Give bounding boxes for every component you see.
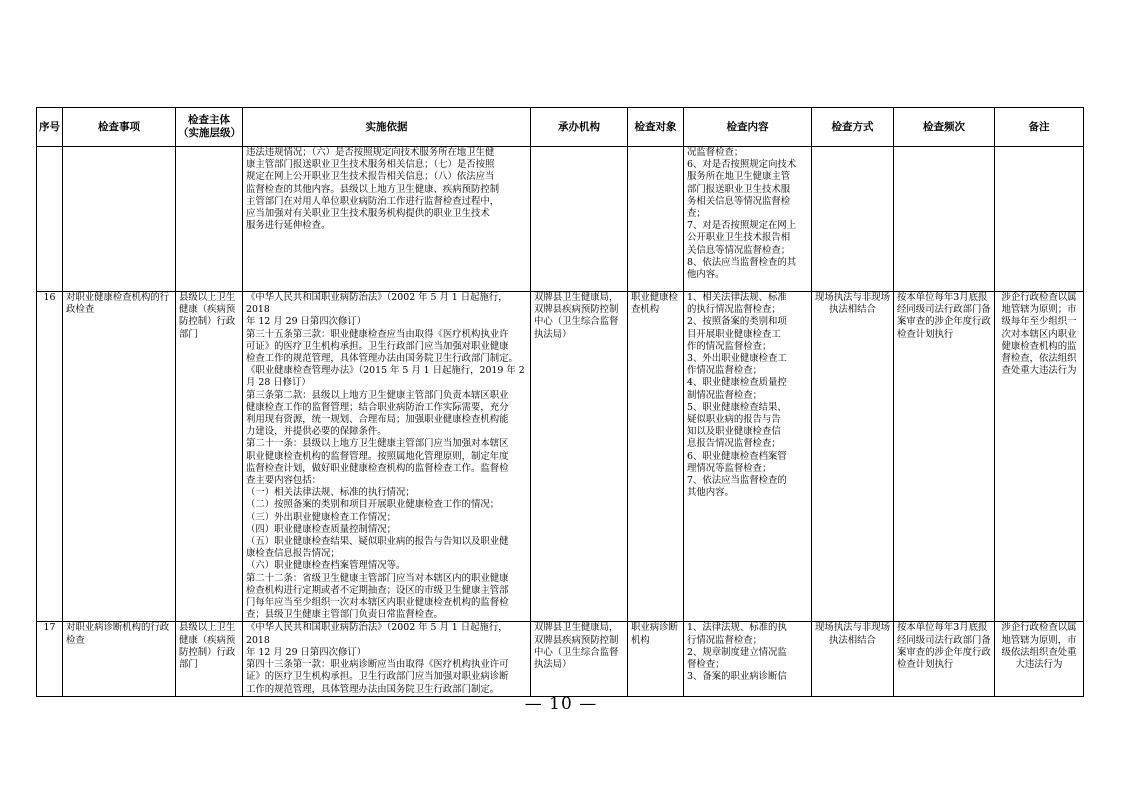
table-row-16 — [37, 292, 1084, 622]
basis-line: 监督检查的其他内容。县级以上地方卫生健康、疾病预防控制 — [246, 183, 500, 195]
basis-line: （六）职业健康检查档案管理情况等。 — [246, 560, 406, 572]
cont-remark-cell — [995, 147, 1084, 292]
content-line: 理情况等监督检查； — [687, 462, 772, 474]
header-method: 检查方式 — [812, 108, 894, 147]
row16-frequency: 按本单位每年3月底报经同级司法行政部门备案审查的涉企年度行政检查计划执行 — [894, 292, 995, 622]
header-row — [37, 108, 1084, 147]
header-subject — [176, 108, 243, 147]
basis-line: 主管部门在对用人单位职业病防治工作进行监督检查过程中， — [246, 195, 500, 207]
basis-line: 第三十五条第三款：职业健康检查应当由取得《医疗机构执业许 — [246, 328, 509, 340]
row16-subject: 县级以上卫生健康（疾病预防控制）行政部门 — [176, 292, 243, 622]
basis-line: （三）外出职业健康检查工作情况； — [246, 511, 397, 523]
cont-agency-cell — [531, 147, 628, 292]
table-row-continued — [37, 147, 1084, 292]
basis-line: （二）按照备案的类别和项目开展职业健康检查工作的情况； — [246, 499, 500, 511]
header-subject-line1: 检查主体 — [188, 114, 230, 126]
cont-frequency-cell — [894, 147, 995, 292]
basis-line: 月 28 日修订） — [246, 377, 311, 389]
content-line: 部门报送职业卫生技术服 — [687, 183, 791, 195]
content-line: 1、相关法律法规、标准 — [687, 292, 787, 303]
page-number: — 10 — — [524, 694, 598, 714]
content-line: 其他内容。 — [687, 487, 734, 499]
basis-line: 康检查信息报告情况； — [246, 548, 340, 560]
content-line: 4、职业健康检查质量控 — [687, 377, 787, 389]
content-line: 6、职业健康检查档案管 — [687, 450, 787, 462]
header-content: 检查内容 — [684, 108, 812, 147]
basis-line: 年 12 月 29 日第四次修订） — [246, 646, 367, 658]
row17-frequency: 按本单位每年3月底报经同级司法行政部门备案审查的涉企年度行政检查计划执行 — [894, 622, 995, 696]
row16-object: 职业健康检查机构 — [628, 292, 684, 622]
cont-method-cell — [812, 147, 894, 292]
basis-line: 职业健康检查机构的监督管理。按照属地化管理原则，制定年度 — [246, 450, 509, 462]
content-line: 查； — [687, 208, 706, 220]
row16-seq: 16 — [37, 292, 63, 622]
inspection-table — [36, 107, 1084, 697]
header-seq: 序号 — [37, 108, 63, 147]
basis-line: 查；县级卫生健康主管部门负责日常监督检查。 — [246, 609, 443, 621]
content-line: 6、对是否按照规定向技术 — [687, 159, 797, 171]
basis-line: （五）职业健康检查结果、疑似职业病的报告与告知以及职业健 — [246, 536, 509, 548]
row17-seq: 17 — [37, 622, 63, 696]
header-basis: 实施依据 — [243, 108, 531, 147]
content-line: 作的情况监督检查； — [687, 340, 772, 352]
content-line: 3、外出职业健康检查工 — [687, 353, 787, 365]
basis-line: 第二十二条：省级卫生健康主管部门应当对本辖区内的职业健康 — [246, 572, 509, 584]
content-line: 3、备案的职业病诊断信 — [687, 671, 787, 683]
basis-line: 《中华人民共和国职业病防治法》（2002 年 5 月 1 日起施行，2018 — [246, 622, 508, 646]
basis-line: 规定在网上公开职业卫生技术报告相关信息；（八）依法应当 — [246, 171, 495, 183]
content-line: 1、法律法规、标准的执 — [687, 622, 787, 634]
basis-line: 检查工作的规范管理，具体管理办法由国务院卫生行政部门制定。 — [246, 353, 518, 365]
cont-basis-cell — [243, 147, 531, 292]
basis-line: 门每年应当至少组织一次对本辖区内职业健康检查机构的监督检 — [246, 597, 509, 609]
content-line: 关信息等情况监督检查； — [687, 244, 791, 256]
content-line: 行情况监督检查； — [687, 634, 763, 646]
row17-object: 职业病诊断机构 — [628, 622, 684, 696]
basis-line: 服务进行延伸检查。 — [246, 220, 331, 232]
content-line: 督检查； — [687, 659, 725, 671]
basis-line: 监督检查计划，做好职业健康检查机构的监督检查工作。监督检 — [246, 462, 509, 474]
row17-content — [684, 622, 812, 696]
basis-line: 《职业健康检查管理办法》（2015 年 5 月 1 日起施行，2019 年 2 — [246, 365, 525, 377]
header-remark: 备注 — [995, 108, 1084, 147]
basis-line: 证》的医疗卫生机构承担。卫生行政部门应当加强对职业病诊断 — [246, 671, 509, 683]
row17-agency: 双牌县卫生健康局，双牌县疾病预防控制中心（卫生综合监督执法局） — [531, 622, 628, 696]
basis-line: 健康检查工作的监督管理；结合职业病防治工作实际需要，充分 — [246, 401, 509, 413]
cont-seq-cell — [37, 147, 63, 292]
basis-line: （四）职业健康检查质量控制情况； — [246, 523, 397, 535]
basis-line: 违法违规情况；（六）是否按照规定向技术服务所在地卫生健 — [246, 147, 495, 158]
content-line: 5、职业健康检查结果、 — [687, 401, 787, 413]
basis-line: 应当加强对有关职业卫生技术服务机构提供的职业卫生技术 — [246, 208, 490, 220]
basis-line: 可证》的医疗卫生机构承担。卫生行政部门应当加强对职业健康 — [246, 340, 509, 352]
basis-line: 第四十三条第一款：职业病诊断应当由取得《医疗机构执业许可 — [246, 659, 509, 671]
content-line: 息报告情况监督检查； — [687, 438, 781, 450]
row17-subject: 县级以上卫生健康（疾病预防控制）行政部门 — [176, 622, 243, 696]
row16-agency: 双牌县卫生健康局，双牌县疾病预防控制中心（卫生综合监督执法局） — [531, 292, 628, 622]
content-line: 7、对是否按照规定在网上 — [687, 220, 797, 232]
row17-method: 现场执法与非现场执法相结合 — [812, 622, 894, 696]
basis-line: 第二十一条：县级以上地方卫生健康主管部门应当加强对本辖区 — [246, 438, 509, 450]
header-item: 检查事项 — [63, 108, 176, 147]
cont-item-cell — [63, 147, 176, 292]
row17-item: 对职业病诊断机构的行政检查 — [63, 622, 176, 696]
basis-line: 年 12 月 29 日第四次修订） — [246, 316, 367, 328]
header-agency: 承办机构 — [531, 108, 628, 147]
content-line: 服务所在地卫生健康主管 — [687, 171, 791, 183]
row16-item: 对职业健康检查机构的行政检查 — [63, 292, 176, 622]
content-line: 的执行情况监督检查； — [687, 304, 781, 316]
basis-line: （一）相关法律法规、标准的执行情况； — [246, 487, 415, 499]
row16-method: 现场执法与非现场执法相结合 — [812, 292, 894, 622]
row16-remark: 涉企行政检查以属地管辖为原则；市级每年至少组织一次对本辖区内职业健康检查机构的监督检查，依法组织查处重大违法行为 — [995, 292, 1084, 622]
content-line: 务相关信息等情况监督检 — [687, 195, 791, 207]
basis-line: 利用现有资源，统一规划、合理布局；加强职业健康检查机构能 — [246, 414, 509, 426]
basis-line: 《中华人民共和国职业病防治法》（2002 年 5 月 1 日起施行，2018 — [246, 292, 508, 316]
content-line: 目开展职业健康检查工 — [687, 328, 781, 340]
content-line: 8、依法应当监督检查的其 — [687, 256, 797, 268]
header-object: 检查对象 — [628, 108, 684, 147]
row17-remark: 涉企行政检查以属地管辖为原则，市级依法组织查处重大违法行为 — [995, 622, 1084, 696]
cont-subject-cell — [176, 147, 243, 292]
table-row-17 — [37, 622, 1084, 696]
basis-line: 查主要内容包括： — [246, 475, 322, 487]
basis-line: 检查机构进行定期或者不定期抽查；设区的市级卫生健康主管部 — [246, 584, 509, 596]
content-line: 2、规章制度建立情况监 — [687, 646, 787, 658]
content-line: 公开职业卫生技术报告相 — [687, 232, 791, 244]
content-line: 知以及职业健康检查信 — [687, 426, 781, 438]
basis-line: 第三条第二款：县级以上地方卫生健康主管部门负责本辖区职业 — [246, 389, 509, 401]
basis-line: 力建设，并提供必要的保障条件。 — [246, 426, 387, 438]
header-frequency: 检查频次 — [894, 108, 995, 147]
cont-content-cell — [684, 147, 812, 292]
row16-content — [684, 292, 812, 622]
content-line: 7、依法应当监督检查的 — [687, 475, 787, 487]
header-subject-line2: （实施层级） — [178, 127, 241, 139]
content-line: 作情况监督检查； — [687, 365, 763, 377]
content-line: 况监督检查； — [687, 147, 744, 158]
row17-basis — [243, 622, 531, 696]
basis-line: 工作的规范管理，具体管理办法由国务院卫生行政部门制定。 — [246, 683, 500, 695]
content-line: 疑似职业病的报告与告 — [687, 414, 781, 426]
content-line: 2、按照备案的类别和项 — [687, 316, 787, 328]
content-line: 制情况监督检查； — [687, 389, 763, 401]
basis-line: 康主管部门报送职业卫生技术服务相关信息；（七）是否按照 — [246, 159, 495, 171]
content-line: 他内容。 — [687, 269, 725, 281]
row16-basis — [243, 292, 531, 622]
cont-object-cell — [628, 147, 684, 292]
